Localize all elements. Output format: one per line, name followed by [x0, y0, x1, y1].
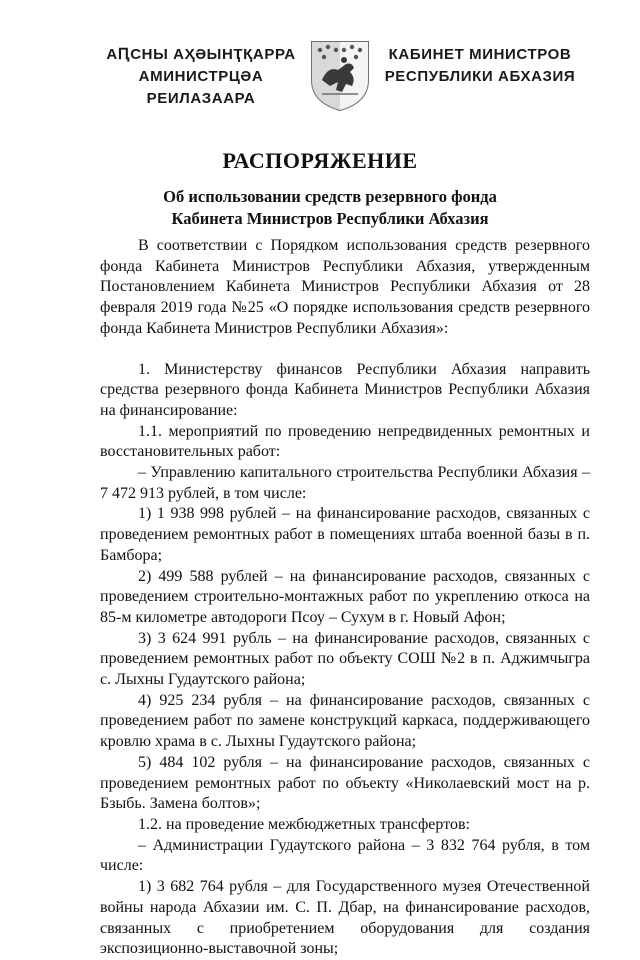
recipient-gudauta-administration: – Администрации Гудаутского района – 3 832 764 рубля, в том числе: — [100, 836, 590, 875]
preamble-paragraph: В соответствии с Порядком использования средств резервного фонда Кабинета Министров Республики Абхазия, утвержденным Постановлением Кабинета Министров Республики Абхазия от 28 февраля 2019 года №25 «О порядке использования средств резервного фонда Кабинета Министров Республики Абхазия»: — [100, 237, 590, 337]
item-1: 1) 1 938 998 рублей – на финансирование расходов, связанных с проведением ремонтных работ в помещениях штаба военной базы в п. Бамбора; — [100, 505, 590, 564]
letterhead — [0, 36, 640, 116]
clause-1: 1. Министерству финансов Республики Абхазия направить средства резервного фонда Кабинета Министров Республики Абхазия на финансирование: — [100, 360, 590, 419]
item-1-museum: 1) 3 682 764 рубля – для Государственного музея Отечественной войны народа Абхазии им. С. П. Дбар, на финансирование расходов, связанных с приобретением оборудования для создания экспозиционно-выставочной зоны; — [100, 878, 590, 958]
document-body — [100, 236, 590, 960]
item-4: 4) 925 234 рубля – на финансирование расходов, связанных с проведением работ по замене конструкций каркаса, поддерживающего кровлю храма в с. Лыхны Гудаутского района; — [100, 691, 590, 751]
document-title: РАСПОРЯЖЕНИЕ — [222, 148, 418, 173]
letterhead-abkhaz-name — [86, 44, 316, 110]
letterhead-abkhaz-line2: АМИНИСТРЦӘА РЕИЛАЗААРА — [138, 68, 264, 107]
clause-1-1: 1.1. мероприятий по проведению непредвиденных ремонтных и восстановительных работ: — [100, 422, 590, 461]
abkhazia-coat-of-arms-icon — [308, 36, 372, 112]
item-2: 2) 499 588 рублей – на финансирование расходов, связанных с проведением строительно-монтажных работ по укреплению откоса на 85-м километре автодороги Псоу – Сухум в г. Новый Афон; — [100, 567, 590, 626]
item-5: 5) 484 102 рубля – на финансирование расходов, связанных с проведением ремонтных работ по объекту «Николаевский мост на р. Бзыбь. Замена болтов»; — [100, 753, 590, 813]
recipient-construction-directorate: – Управлению капитального строительства Республики Абхазия – 7 472 913 рублей, в том числе: — [100, 464, 590, 502]
item-3: 3) 3 624 991 рубль – на финансирование расходов, связанных с проведением ремонтных работ по объекту СОШ №2 в п. Аджимчыгра с. Лыхны Гудаутского района; — [100, 629, 590, 689]
letterhead-russian-name — [384, 44, 576, 88]
document-subtitle — [120, 186, 540, 230]
letterhead-russian-line1: КАБИНЕТ МИНИСТРОВ — [388, 46, 572, 63]
letterhead-russian-line2: РЕСПУБЛИКИ АБХАЗИЯ — [384, 68, 576, 85]
letterhead-abkhaz-line1: АԤСНЫ АҲӘЫНҬҚАРРА — [106, 46, 296, 63]
subtitle-line1: Об использовании средств резервного фонда — [163, 187, 497, 206]
subtitle-line2: Кабинета Министров Республики Абхазия — [171, 209, 489, 228]
clause-1-2: 1.2. на проведение межбюджетных трансфертов: — [138, 815, 470, 833]
